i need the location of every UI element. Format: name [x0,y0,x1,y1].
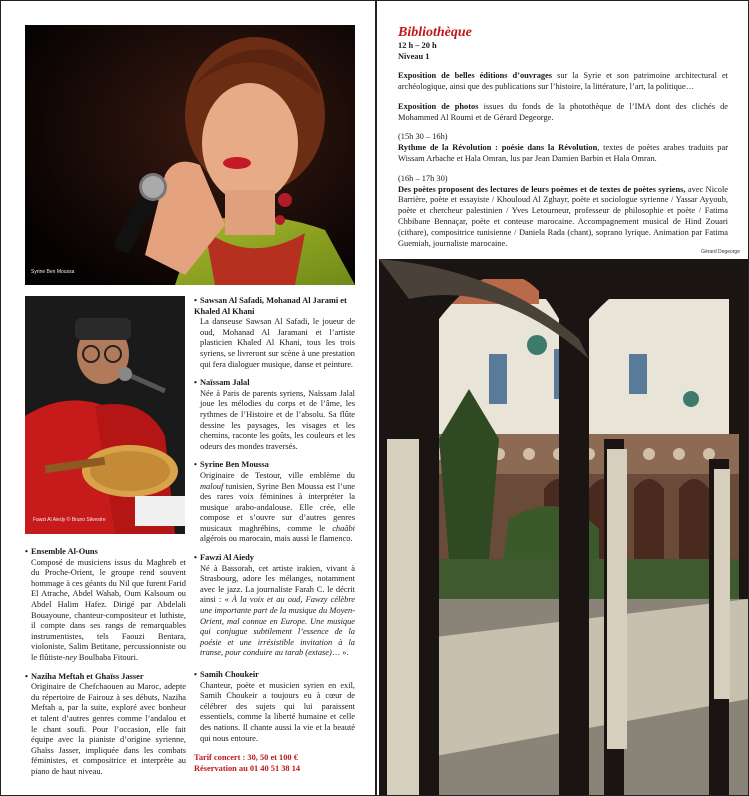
artist-name: • Syrine Ben Moussa [194,460,269,470]
artist-description: Composé de musiciens issus du Maghreb et du Proche-Orient, le groupe rend souvent hommage à ces géants du Nil que furent Farid El Atrache, Abdel Wahab, Oum Kalsoum ou Abdel Halim Hafez. Dirigé par Abdelali Bouayoune, chanteur-compositeur et luthiste, il compte dans ses rangs de remarquables instrumentistes, tels Faouzi Bentara, violoniste, Salim Betitane, percussionniste ou le flûtiste-ney Boulbaba Fitouri. [31,557,186,662]
artist-entry [25,672,186,778]
artist-name: • Samih Choukeir [194,670,259,679]
artist-name: • Naïssam Jalal [194,378,250,388]
paragraph-text: issues du fonds de la photothèque de l’IMA dont des clichés de Mohammed Al Roumi et de Gérard Degeorge. [398,101,728,122]
artist-description: Chanteur, poète et musicien syrien en exil, Samih Choukeir a toujours eu à cœur de célébrer des sujets qui lui paraissent essentiels, comme la liberté humaine et celle des nations. Il chante aussi la vie et la beauté qui nous entoure. [200,680,355,743]
photo-credit: Gérard Degeorge [701,249,740,255]
artist-description: Originaire de Chefchaouen au Maroc, adepte du répertoire de Fairouz à ses débuts, Naziha Meftah a, par la suite, exploré avec bonheur et talent d’autres genres comme l’andalou et le chant soufi. Pour l’occasion, elle fait équipe avec la pianiste d’origine syrienne, Ghaïss Jasser, impliquée dans les combats féministes, et compositrice et interprète au piano de haut niveau. [31,682,186,776]
artists-column-bottom [194,670,355,774]
paragraph-lead: Des poètes proposent des lectures de leurs poèmes et de textes de poètes syriens, [398,184,686,194]
library-paragraph [398,174,728,250]
singer-photo [25,25,355,285]
artist-description: Née à Paris de parents syriens, Naïssam Jalal joue les mélodies du corps et de l’âme, les rythmes de l’Histoire et de l’absolu. Sa flûte dessine les paysages, les visages et les chemins, raconte les goûts, les couleurs et les odeurs des mondes traversés. [200,388,355,451]
paragraph-text: avec Nicole Barrière, poète et essayiste / Khouloud Al Zghayr, poète et sociologue syrienne / Yassar Ayyoub, poète et chercheur palestinien / Yves Letourneur, professeur de philosophie et poète / Fatima Chbibane Bennaçar, poète et conteuse marocaine. Accompagnement musical de Hind Zouari (cithare), compositrice tunisienne / Daniela Rada (chant), soprano lyrique. Animation par Fatima Guemiah, journaliste marocaine. [398,184,728,248]
library-level: Niveau 1 [398,51,430,61]
artist-entry [194,296,355,370]
artists-column-left [25,547,186,785]
library-title: Bibliothèque [398,25,472,40]
artist-entry [194,460,355,545]
paragraph-lead: Exposition de photos [398,101,479,111]
photo-credit: Fawzi Al Aiedy © Bruno Silvestre [33,517,106,523]
paragraph-text: , textes de poètes arabes traduits par Wissam Arbache et Hala Omran, lus par Jean Damien Barbin et Hala Omran. [398,143,729,163]
artist-entry [25,547,186,664]
artist-entry [194,670,355,744]
artist-entry [194,553,355,659]
musician-photo [25,296,185,534]
musician-illustration [25,296,185,534]
courtyard-photo [379,259,748,795]
artist-description: La danseuse Sawsan Al Safadi, le joueur de oud, Mohanad Al Jaramani et l’artiste plasticien Khaled Al Khani, tous les trois syriens, se livreront sur scène à une prestation qui fera dialoguer musique, danse et peinture. [200,317,355,369]
library-section [398,25,728,249]
artist-name: • Sawsan Al Safadi, Mohanad Al Jarami et Khaled Al Khani [194,296,347,316]
page-gutter [375,1,377,796]
library-paragraph [398,102,728,124]
paragraph-lead: Rythme de la Révolution : poésie dans la Révolution [398,143,598,153]
reservation-phone[interactable]: Réservation au 01 40 51 38 14 [194,764,301,774]
concert-price: Tarif concert : 30, 50 et 100 € [194,753,298,763]
paragraph-text: sur la Syrie et son patrimoine architectural et archéologique, ainsi que des publications sur l’histoire, la littérature, l’art, la politique… [398,71,728,91]
photo-credit: Syrine Ben Moussa [31,269,75,275]
paragraph-lead: Exposition de belles éditions d’ouvrages [398,71,553,81]
artist-entry [194,378,355,452]
artist-name: • Fawzi Al Aiedy [194,553,254,563]
singer-illustration [25,25,355,285]
library-paragraph [398,71,728,93]
artist-name: • Ensemble Al-Ouns [25,547,98,556]
artist-name: • Naziha Meftah et Ghaïss Jasser [25,671,144,681]
session-time: (15h 30 – 16h) [398,132,448,142]
artists-column [194,296,355,667]
artist-description: Né à Bassorah, cet artiste irakien, vivant à Strasbourg, adore les mélanges, notamment avec le jazz. La journaliste Farah C. le décrit ainsi : « À la voix et au oud, Fawzy célèbre une importante part de la musique du Moyen-Orient, mal connue en Europe. Une musique qui conjugue subtilement l’essence de la poésie et une irrésistible invitation à la transe, pour conduire au tarab (extase)… ». [200,563,355,658]
courtyard-illustration [379,259,748,795]
artist-description: Originaire de Testour, ville emblème du malouf tunisien, Syrine Ben Moussa est l’une des rares voix féminines à interpréter la musique arabo-andalouse. Elle crée, elle compose et s’ouvre sur d’autres genres musicaux maghrébins, comme le chaâbi algérois ou marocain, mais aussi le flamenco. [200,470,355,544]
library-hours: 12 h – 20 h [398,41,437,50]
library-paragraph [398,132,728,164]
session-time: (16h – 17h 30) [398,173,448,183]
